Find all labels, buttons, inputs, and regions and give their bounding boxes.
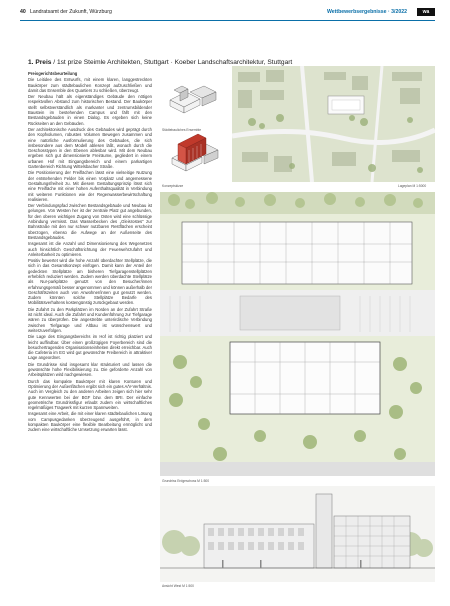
paragraph: Der Neubau hält als eigenständiges Gebäude den nötigen respektvollen Abstand zum historischen Bestand. Der Baukörper stellt selbstverständlich als markanter und zentrumsbildender Baustein im bestehenden Campus und fällt mit den Bestandsgebäuden in einen Dialog. Es ergeben sich keine Rückseiten an den Gebäuden. [28, 94, 152, 126]
page-number: 40 [20, 9, 26, 15]
article-title [28, 59, 292, 66]
jury-text [28, 71, 152, 601]
paragraph: Die Leitidee des Entwurfs, mit einem klaren, langgestreckten Baukörper zum städtebaulichen Konzept aufzuschließen und damit das Ensemble des Quartiers zu schließen, überzeugt. [28, 77, 152, 93]
diagram-caption-bottom: Konzeptskizze [162, 184, 184, 188]
site-plan [232, 66, 435, 182]
section-title: Wettbewerbsergebnisse · 3/2022 [326, 9, 407, 15]
paragraph: Der Verbindungspfad zwischen Bestandsgebäude und Neubau ist gelungen. Von Westen her ist der zentrale Platz gut angebunden, für den oberen wichtigen Zugang von Osten wird eine schlüssige Anbindung vermisst. Das Wasserbecken des „Gleisrostes“ zur Bahnstraße mit den nur schwer nutzbaren Restflächen erscheint überzogen, ebenso die Aufwege an der Außenseite des Bestandsgebäudes. [28, 203, 152, 240]
paragraph: Insgesamt eine Arbeit, die mit einer klaren städtebaulichen Lösung vom Campusgedanken überzeugend ausgeführt, in dem kompakten Baukörper eine flexible Bearbeitung ermöglicht und zudem eine wirtschaftliche Umsetzung erwarten lässt. [28, 411, 152, 433]
diagram-caption-top: Städtebauliches Ensemble [162, 128, 202, 132]
jury-subheading: Preisgerichtsbeurteilung [28, 71, 78, 76]
title-rest: / 1st prize Steimle Architekten, Stuttgart · Koeber Landschaftsarchitektur, Stuttgart [51, 59, 293, 66]
paragraph: Die Zufahrt zu den Parkplätzen im Norden an der Zufahrt Straße ist nicht ideal. Auch die Zufahrt und Kundenführung zur Tiefgarage wären zu überprüfen. Die angestrebte unterirdische Verbindung zwischen Tiefgarage und Altbau ist wünschenswert und weiterzuverfolgen. [28, 306, 152, 333]
wa-logo: wa [417, 8, 435, 16]
site-plan-caption: Lageplan M 1:5000 [398, 184, 427, 188]
prize-label: 1. Preis [28, 59, 52, 66]
paragraph: Die Grundrisse sind insgesamt klar strukturiert und lassen die gewünschte hohe Flexibilisierung zu. Die geforderte Anzahl von Arbeitsplätzen wird nachgewiesen. [28, 361, 152, 378]
paragraph: Die Positionierung der Freiflächen lässt eine vielseitige Nutzung der entstehenden Felder bis einen Vorplatz und angemessene Gestaltungsfreiheit zu. Mit diesem Gestaltungsprinzip lösst sich eine Freifläche mit einer hohen Aufenthaltsqualität in Verbindung mit weiteren Funktionen wie der Regenwasserbewirtschaftung realisieren. [28, 170, 152, 202]
page-header [20, 7, 435, 18]
axonometric-sketches [160, 70, 228, 180]
paragraph: Insgesamt ist die Anzahl und Dimensionierung des Wegenetzes auch hinsichtlich Geschäftsrichtung der Feuerwehrzufahrt und Anleiterbarkeit zu optimieren. [28, 241, 152, 257]
ground-floor-plan [160, 192, 435, 476]
paragraph: Der architektonische Ausdruck des Gebäudes wird geprägt durch den Kopfvolumen, robustes Volumen Bewegen zusammen und eine natürliche Ausformulierung des Gebäudes, die sich insbesondere aus dem Modell ablesen läßt, wonach durch die Geschosstypen in den Ebenen ablesbar wird. Mit dem Neubau ergeben sich gut dimensionierte Freiräume, gegliedert in einem urbanen Hof mit Eingangsbereich und einem parkartigen Gartenbereich Richtung Wittelsbacher Straße. [28, 126, 152, 170]
elevation-caption: Ansicht West M 1:500 [162, 584, 195, 588]
ground-plan-caption: Grundriss Erdgeschoss M 1:500 [162, 479, 210, 483]
west-elevation [160, 486, 435, 582]
paragraph: Durch das kompakte Baukörper mit klaren Konturen und Optimierung der Außenflächen ergibt sich ein gutes A/V-Verhältnis. Auch im Vergleich zu den anderen Arbeiten zeigen sich hier sehr gute Kennwerten bei der BGF bzw. dem BRI. Der einfache geometrische Grundrissfigur erlaubt zudem ein wirtschaftliches regelmäßiges Tragwerk mit kurzen Spannweiten. [28, 378, 152, 411]
elevation-drawing [160, 486, 435, 582]
site-plan-drawing [232, 66, 435, 182]
paragraph: Positiv bewertet wird die hohe Anzahl überdachter Stellplätze, die sich in das Gesamtkonzept einfügen. Damit kann der Anteil der gedeckten Stellplätze am bisheren Tiefgaragenstellplätzen erheblich reduziert werden. Zudem werden überdachte Stellplätze als Nur-parkplätze genutzt von den Besucher/innen erfahrungsgemäß besser angenommen und können außerhalb der Geschäftszeiten auch von Anwohner/innen gut genutzt werden. Zudem könnten solche Stellplätze Bedarfe des Mobilitätsverhaltens kostengünstig zurückgebaut werden. [28, 258, 152, 306]
concept-diagrams [160, 70, 228, 180]
paragraph: Die Lage des Eingangsbereichs im Hof ist richtig platziert und leicht auffindbar. Über einen großzügigen Foyerbereich sind die besuchertragenden Organisationseinheiten direkt erreichbar. Auch die Cafeteria im EG wird gut gewünschte Freibereich in attraktiver Lage angeordnet. [28, 334, 152, 361]
header-divider [20, 20, 435, 21]
ground-plan-drawing [160, 192, 435, 476]
publication-title: Landratsamt der Zukunft, Würzburg [30, 9, 112, 15]
